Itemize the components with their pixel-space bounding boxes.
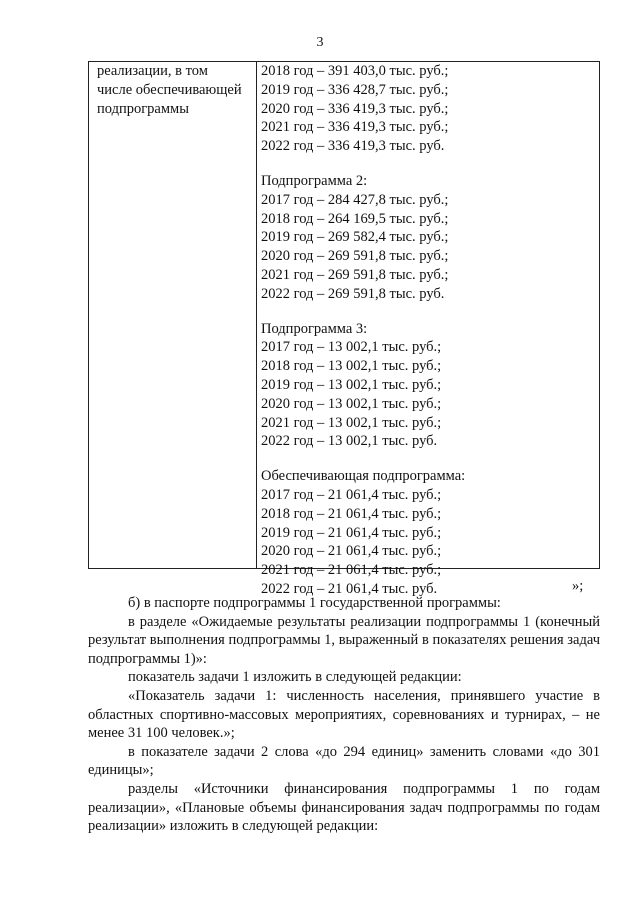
funding-line: 2021 год – 21 061,4 тыс. руб.; [261, 562, 442, 579]
funding-line: 2020 год – 13 002,1 тыс. руб.; [261, 395, 442, 412]
funding-line: 2020 год – 336 419,3 тыс. руб.; [261, 100, 449, 117]
funding-line: 2019 год – 269 582,4 тыс. руб.; [261, 229, 449, 246]
amendment-text [88, 594, 600, 836]
funding-line: 2021 год – 336 419,3 тыс. руб.; [261, 119, 449, 136]
paragraph: в разделе «Ожидаемые результаты реализации подпрограммы 1 (конечный результат выполнения подпрограммы 1, выраженный в показателях решения задач подпрограммы 1)»: [88, 613, 600, 667]
page-number: 3 [316, 35, 324, 50]
funding-line: 2022 год – 13 002,1 тыс. руб. [261, 433, 438, 450]
paragraph: в показателе задачи 2 слова «до 294 единиц» заменить словами «до 301 единицы»; [88, 743, 600, 779]
funding-line: 2020 год – 21 061,4 тыс. руб.; [261, 543, 442, 560]
funding-line: 2018 год – 264 169,5 тыс. руб.; [261, 210, 449, 227]
funding-line: 2019 год – 21 061,4 тыс. руб.; [261, 524, 442, 541]
funding-line: 2019 год – 13 002,1 тыс. руб.; [261, 376, 442, 393]
funding-line: 2020 год – 269 591,8 тыс. руб.; [261, 248, 449, 265]
subprogram-heading: Подпрограмма 3: [261, 320, 368, 337]
left-cell-line: подпрограммы [97, 101, 189, 117]
table-right-cell [257, 62, 599, 597]
table-left-cell [89, 62, 257, 568]
funding-line: 2022 год – 21 061,4 тыс. руб. [261, 580, 438, 597]
funding-line: 2019 год – 336 428,7 тыс. руб.; [261, 81, 449, 98]
subprogram-heading: Подпрограмма 2: [261, 172, 368, 189]
paragraph: «Показатель задачи 1: численность населения, принявшего участие в областных спортивно-массовых мероприятиях, соревнованиях и турнирах, – не менее 31 100 человек.»; [88, 687, 600, 742]
funding-line: 2022 год – 269 591,8 тыс. руб. [261, 285, 445, 302]
subprogram-heading: Обеспечивающая подпрограмма: [261, 468, 466, 485]
financing-table [88, 61, 600, 597]
funding-line: 2021 год – 13 002,1 тыс. руб.; [261, 414, 442, 431]
left-cell-line: реализации, в том [97, 63, 208, 79]
closing-quote-mark: »; [572, 578, 584, 594]
funding-line: 2018 год – 13 002,1 тыс. руб.; [261, 358, 442, 375]
funding-line: 2021 год – 269 591,8 тыс. руб.; [261, 266, 449, 283]
paragraph: разделы «Источники финансирования подпрограммы 1 по годам реализации», «Плановые объемы финансирования задач подпрограммы по годам реализации» изложить в следующей редакции: [88, 780, 600, 835]
funding-line: 2017 год – 284 427,8 тыс. руб.; [261, 191, 449, 208]
funding-line: 2018 год – 21 061,4 тыс. руб.; [261, 505, 442, 522]
funding-line: 2022 год – 336 419,3 тыс. руб. [261, 138, 445, 155]
paragraph: показатель задачи 1 изложить в следующей редакции: [128, 669, 462, 686]
paragraph: б) в паспорте подпрограммы 1 государственной программы: [128, 595, 501, 611]
funding-line: 2018 год – 391 403,0 тыс. руб.; [261, 63, 449, 79]
left-cell-line: числе обеспечивающей [97, 82, 242, 98]
funding-line: 2017 год – 21 061,4 тыс. руб.; [261, 486, 442, 503]
funding-line: 2017 год – 13 002,1 тыс. руб.; [261, 339, 442, 356]
